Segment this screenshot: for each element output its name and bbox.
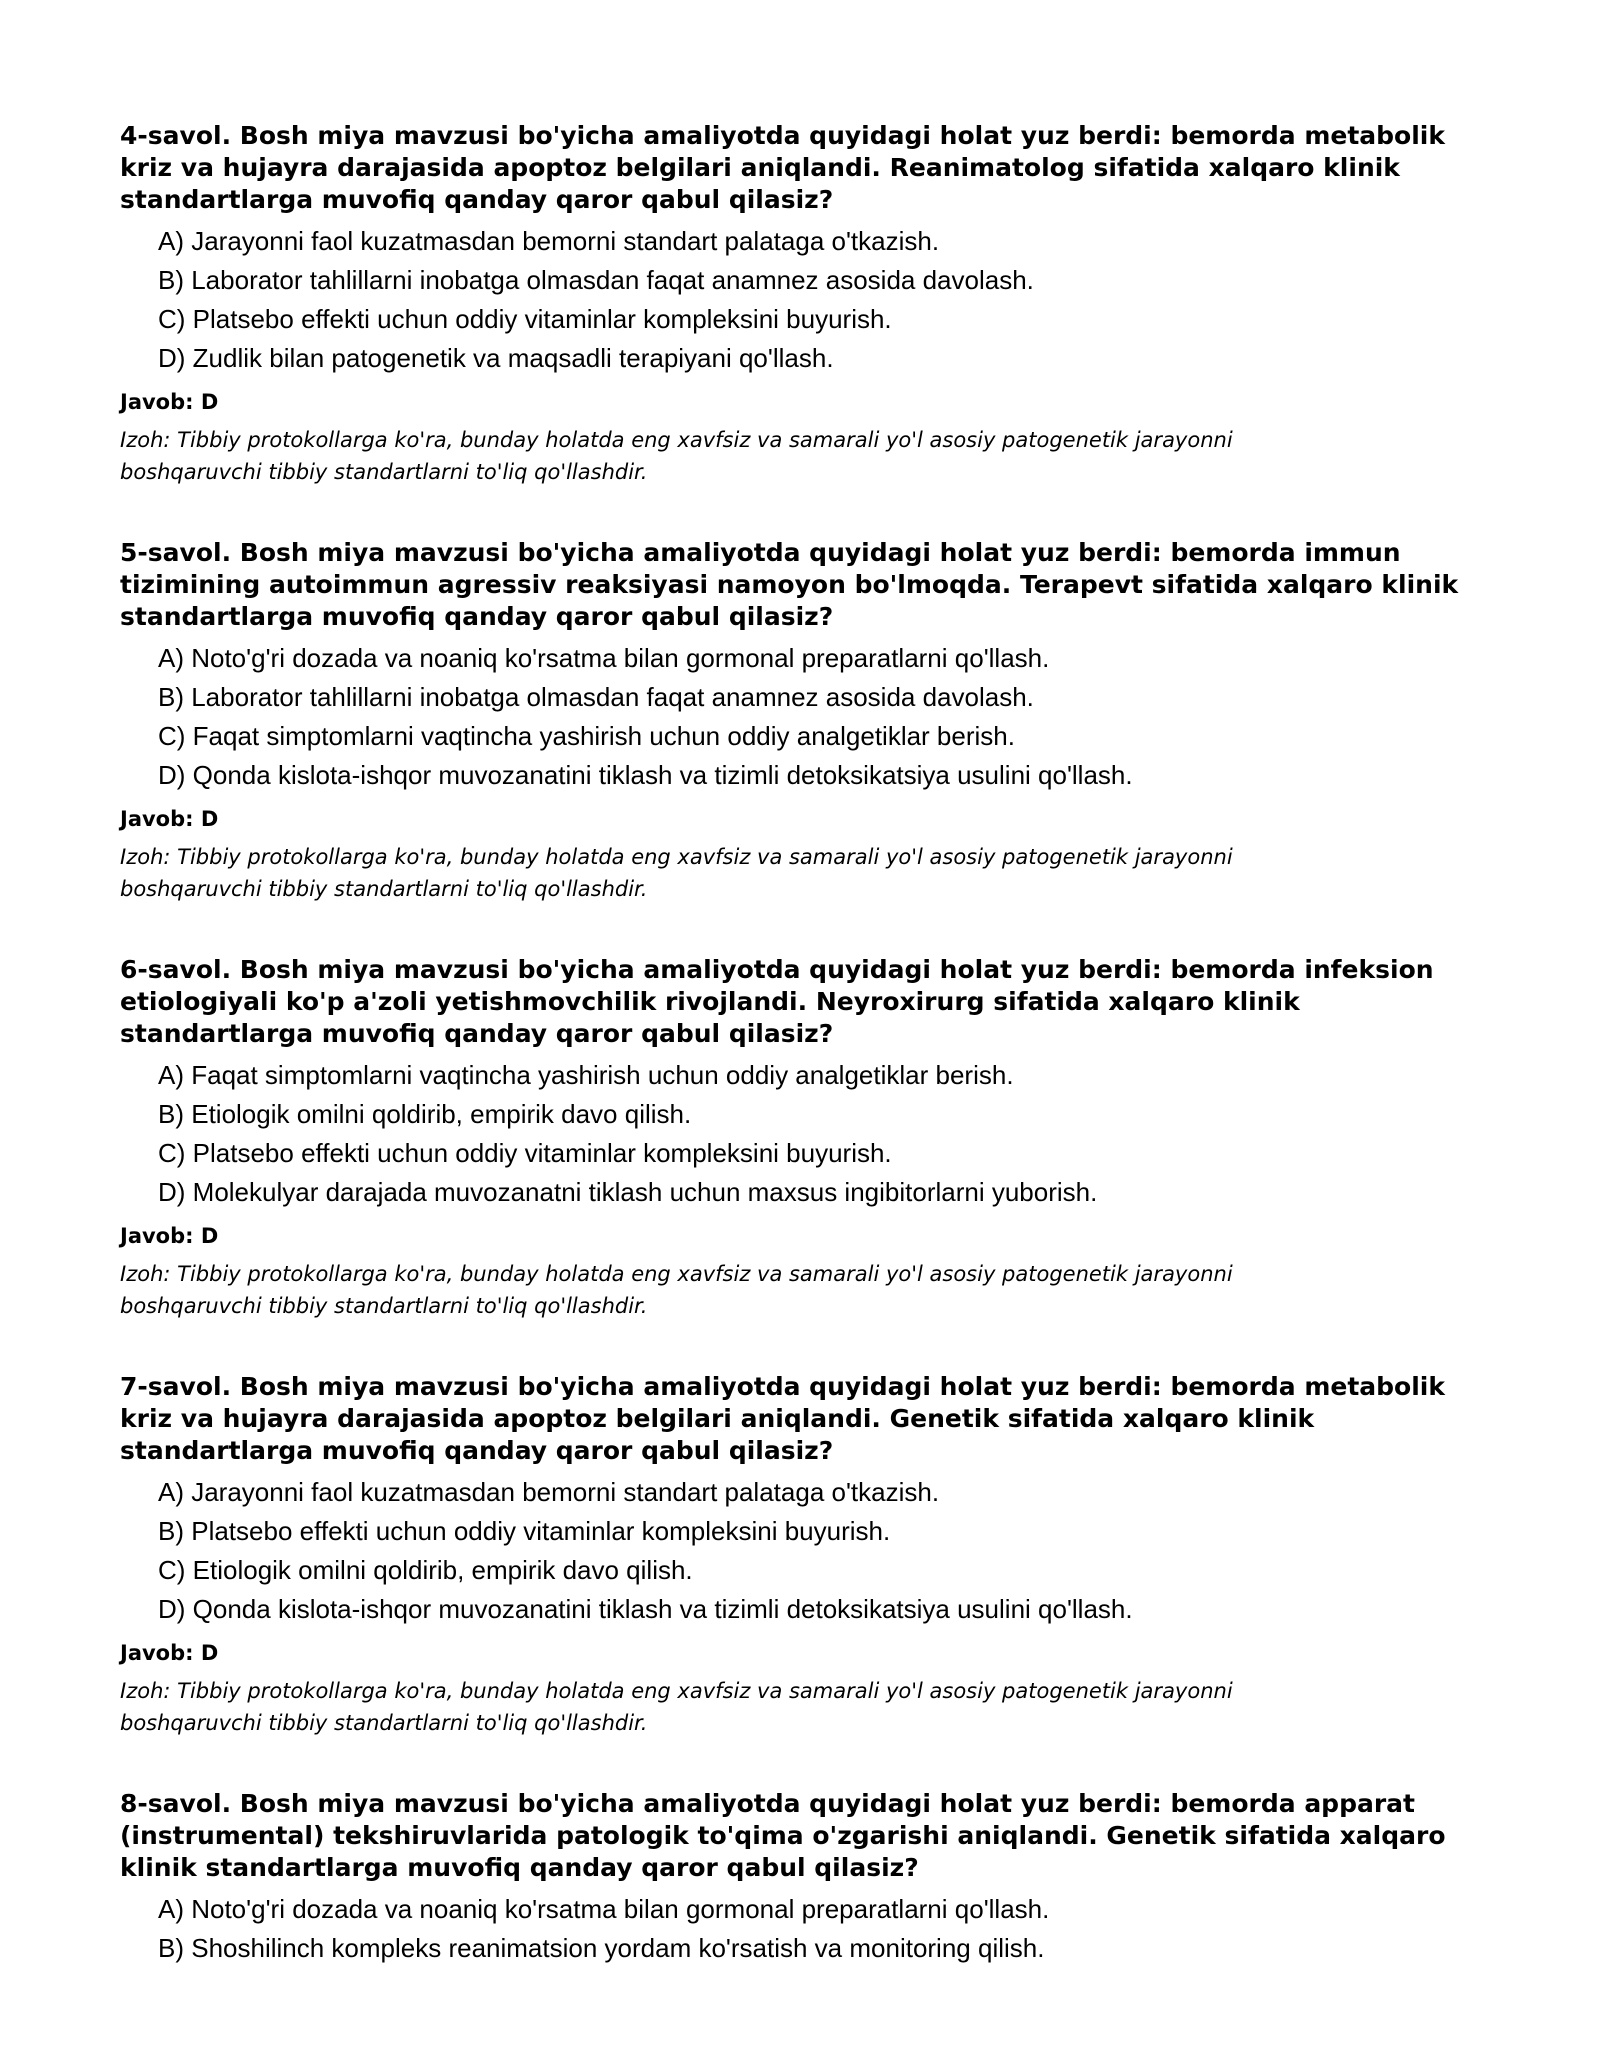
option-b: B) Laborator tahlillarni inobatga olmasdan faqat anamnez asosida davolash. bbox=[158, 682, 1034, 712]
answer-line bbox=[120, 1637, 1480, 1669]
option-list bbox=[120, 1890, 1480, 1968]
option-c: C) Faqat simptomlarni vaqtincha yashirish uchun oddiy analgetiklar berish. bbox=[158, 721, 1015, 751]
option-d: D) Molekulyar darajada muvozanatni tiklash uchun maxsus ingibitorlarni yuborish. bbox=[158, 1177, 1098, 1207]
answer-label: Javob: bbox=[120, 390, 194, 414]
question-block bbox=[120, 537, 1480, 905]
explanation-text: Izoh: Tibbiy protokollarga ko'ra, bunday holatda eng xavfsiz va samarali yo'l asosiy patogenetik jarayonni boshqaruvchi tibbiy standartlarni to'liq qo'llashdir. bbox=[120, 845, 1233, 901]
option-list bbox=[120, 639, 1480, 795]
answer-line bbox=[120, 386, 1480, 418]
option-d: D) Zudlik bilan patogenetik va maqsadli terapiyani qo'llash. bbox=[158, 343, 834, 373]
answer-line bbox=[120, 1220, 1480, 1252]
option-b: B) Platsebo effekti uchun oddiy vitaminlar kompleksini buyurish. bbox=[158, 1516, 891, 1546]
answer-value: D bbox=[200, 390, 219, 414]
answer-line bbox=[120, 803, 1480, 835]
question-text: 8-savol. Bosh miya mavzusi bo'yicha amaliyotda quyidagi holat yuz berdi: bemorda apparat (instrumental) tekshiruvlarida patologik to'qima o'zgarishi aniqlandi. Genetik sifatida xalqaro klinik standartlarga muvofiq qanday qaror qabul qilasiz? bbox=[120, 1789, 1446, 1882]
option-b: B) Laborator tahlillarni inobatga olmasdan faqat anamnez asosida davolash. bbox=[158, 265, 1034, 295]
document-page bbox=[120, 120, 1480, 2017]
option-a: A) Jarayonni faol kuzatmasdan bemorni standart palataga o'tkazish. bbox=[158, 226, 940, 256]
option-b: B) Shoshilinch kompleks reanimatsion yordam ko'rsatish va monitoring qilish. bbox=[158, 1933, 1045, 1963]
option-a: A) Noto'g'ri dozada va noaniq ko'rsatma bilan gormonal preparatlarni qo'llash. bbox=[158, 1894, 1050, 1924]
question-text: 4-savol. Bosh miya mavzusi bo'yicha amaliyotda quyidagi holat yuz berdi: bemorda metabolik kriz va hujayra darajasida apoptoz belgilari aniqlandi. Reanimatolog sifatida xalqaro klinik standartlarga muvofiq qanday qaror qabul qilasiz? bbox=[120, 121, 1445, 214]
answer-value: D bbox=[200, 807, 219, 831]
question-text: 7-savol. Bosh miya mavzusi bo'yicha amaliyotda quyidagi holat yuz berdi: bemorda metabolik kriz va hujayra darajasida apoptoz belgilari aniqlandi. Genetik sifatida xalqaro klinik standartlarga muvofiq qanday qaror qabul qilasiz? bbox=[120, 1372, 1445, 1465]
explanation-text: Izoh: Tibbiy protokollarga ko'ra, bunday holatda eng xavfsiz va samarali yo'l asosiy patogenetik jarayonni boshqaruvchi tibbiy standartlarni to'liq qo'llashdir. bbox=[120, 1262, 1233, 1318]
option-list bbox=[120, 1056, 1480, 1212]
option-c: C) Etiologik omilni qoldirib, empirik davo qilish. bbox=[158, 1555, 693, 1585]
question-block bbox=[120, 120, 1480, 488]
option-c: C) Platsebo effekti uchun oddiy vitaminlar kompleksini buyurish. bbox=[158, 1138, 892, 1168]
answer-label: Javob: bbox=[120, 807, 194, 831]
explanation-text: Izoh: Tibbiy protokollarga ko'ra, bunday holatda eng xavfsiz va samarali yo'l asosiy patogenetik jarayonni boshqaruvchi tibbiy standartlarni to'liq qo'llashdir. bbox=[120, 1679, 1233, 1735]
option-a: A) Jarayonni faol kuzatmasdan bemorni standart palataga o'tkazish. bbox=[158, 1477, 940, 1507]
explanation-text: Izoh: Tibbiy protokollarga ko'ra, bunday holatda eng xavfsiz va samarali yo'l asosiy patogenetik jarayonni boshqaruvchi tibbiy standartlarni to'liq qo'llashdir. bbox=[120, 428, 1233, 484]
option-d: D) Qonda kislota-ishqor muvozanatini tiklash va tizimli detoksikatsiya usulini qo'llash. bbox=[158, 760, 1133, 790]
option-list bbox=[120, 1473, 1480, 1629]
option-a: A) Faqat simptomlarni vaqtincha yashirish uchun oddiy analgetiklar berish. bbox=[158, 1060, 1014, 1090]
option-c: C) Platsebo effekti uchun oddiy vitaminlar kompleksini buyurish. bbox=[158, 304, 892, 334]
answer-value: D bbox=[200, 1641, 219, 1665]
option-d: D) Qonda kislota-ishqor muvozanatini tiklash va tizimli detoksikatsiya usulini qo'llash. bbox=[158, 1594, 1133, 1624]
question-text: 5-savol. Bosh miya mavzusi bo'yicha amaliyotda quyidagi holat yuz berdi: bemorda immun tizimining autoimmun agressiv reaksiyasi namoyon bo'lmoqda. Terapevt sifatida xalqaro klinik standartlarga muvofiq qanday qaror qabul qilasiz? bbox=[120, 538, 1459, 631]
question-block bbox=[120, 1371, 1480, 1739]
answer-label: Javob: bbox=[120, 1641, 194, 1665]
question-text: 6-savol. Bosh miya mavzusi bo'yicha amaliyotda quyidagi holat yuz berdi: bemorda infeksion etiologiyali ko'p a'zoli yetishmovchilik rivojlandi. Neyroxirurg sifatida xalqaro klinik standartlarga muvofiq qanday qaror qabul qilasiz? bbox=[120, 955, 1434, 1048]
answer-value: D bbox=[200, 1224, 219, 1248]
option-a: A) Noto'g'ri dozada va noaniq ko'rsatma bilan gormonal preparatlarni qo'llash. bbox=[158, 643, 1050, 673]
answer-label: Javob: bbox=[120, 1224, 194, 1248]
option-b: B) Etiologik omilni qoldirib, empirik davo qilish. bbox=[158, 1099, 692, 1129]
option-list bbox=[120, 222, 1480, 378]
question-block bbox=[120, 1788, 1480, 1968]
question-block bbox=[120, 954, 1480, 1322]
